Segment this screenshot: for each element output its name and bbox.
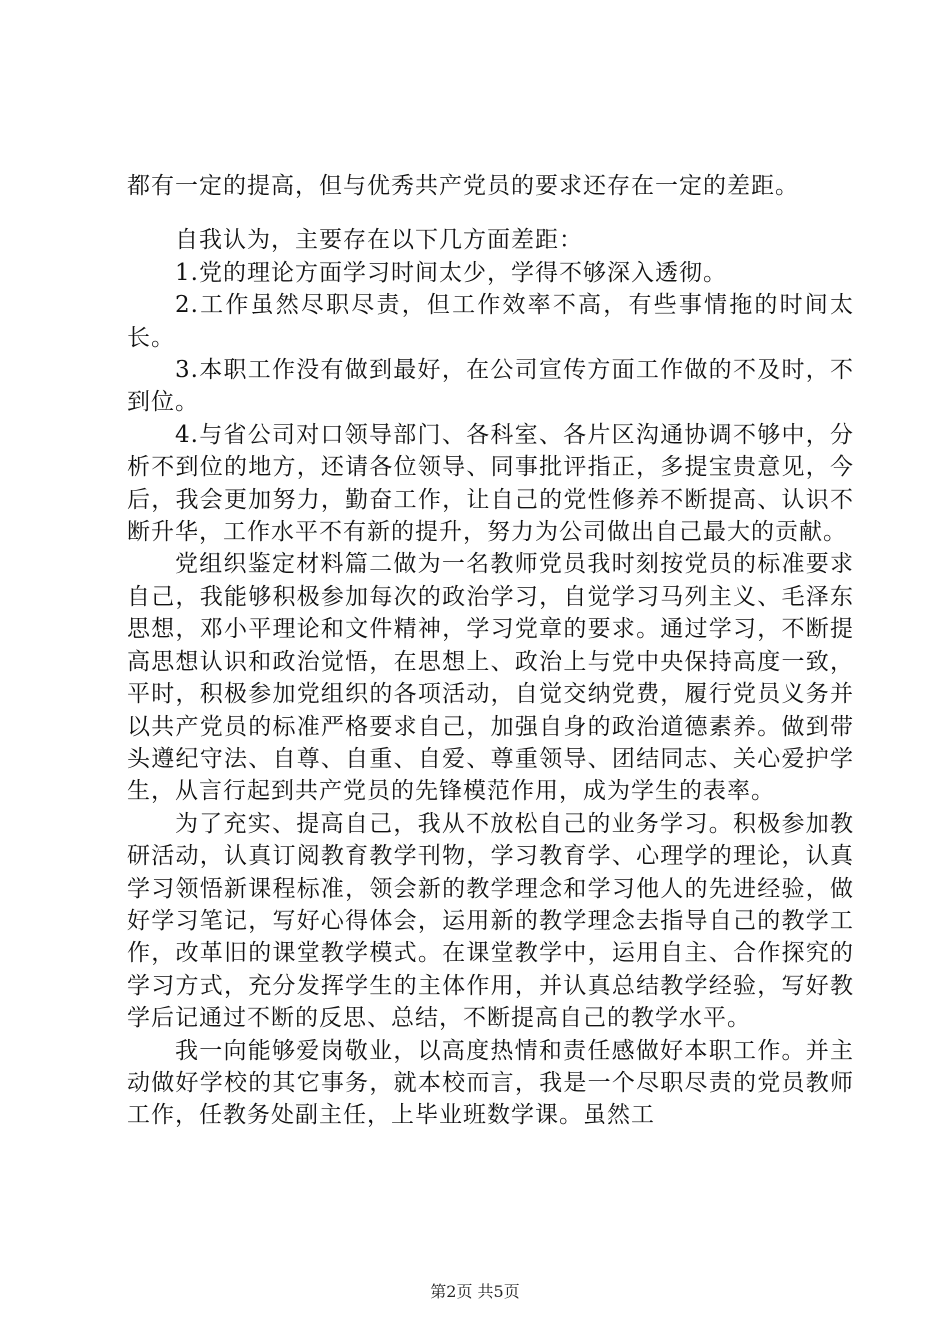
page-number-footer: 第2页 共5页 bbox=[430, 1282, 520, 1301]
paragraph-gap-item-1: 1.党的理论方面学习时间太少，学得不够深入透彻。 bbox=[175, 259, 727, 286]
document-body bbox=[127, 170, 854, 1132]
paragraph-gap-item-3: 3.本职工作没有做到最好，在公司宣传方面工作做的不及时，不到位。 bbox=[127, 357, 854, 416]
paragraph-gap-item-4: 4.与省公司对口领导部门、各科室、各片区沟通协调不够中，分析不到位的地方，还请各位领导、同事批评指正，多提宝贵意见，今后，我会更加努力，勤奋工作，让自己的党性修养不断提高、认识不断升华，工作水平不有新的提升，努力为公司做出自己最大的贡献。 bbox=[127, 421, 854, 546]
paragraph-gap-item-2: 2.工作虽然尽职尽责，但工作效率不高，有些事情拖的时间太长。 bbox=[127, 292, 854, 351]
paragraph-continuation: 都有一定的提高，但与优秀共产党员的要求还存在一定的差距。 bbox=[127, 173, 799, 199]
paragraph-self-assessment-intro: 自我认为，主要存在以下几方面差距： bbox=[175, 227, 583, 254]
paragraph-professional-study: 为了充实、提高自己，我从不放松自己的业务学习。积极参加教研活动，认真订阅教育教学刊物，学习教育学、心理学的理论，认真学习领悟新课程标准，领会新的教学理念和学习他人的先进经验，做好学习笔记，写好心得体会，运用新的教学理念去指导自己的教学工作，改革旧的课堂教学模式。在课堂教学中，运用自主、合作探究的学习方式，充分发挥学生的主体作用，并认真总结教学经验，写好教学后记通过不断的反思、总结，不断提高自己的教学水平。 bbox=[127, 810, 854, 1032]
paragraph-dedication: 我一向能够爱岗敬业，以高度热情和责任感做好本职工作。并主动做好学校的其它事务，就本校而言，我是一个尽职尽责的党员教师工作，任教务处副主任，上毕业班数学课。虽然工 bbox=[127, 1037, 854, 1129]
paragraph-section-two: 党组织鉴定材料篇二做为一名教师党员我时刻按党员的标准要求自己，我能够积极参加每次的政治学习，自觉学习马列主义、毛泽东思想，邓小平理论和文件精神，学习党章的要求。通过学习，不断提高思想认识和政治觉悟，在思想上、政治上与党中央保持高度一致，平时，积极参加党组织的各项活动，自觉交纳党费，履行党员义务并以共产党员的标准严格要求自己，加强自身的政治道德素养。做到带头遵纪守法、自尊、自重、自爱、尊重领导、团结同志、关心爱护学生，从言行起到共产党员的先锋模范作用，成为学生的表率。 bbox=[127, 551, 854, 805]
